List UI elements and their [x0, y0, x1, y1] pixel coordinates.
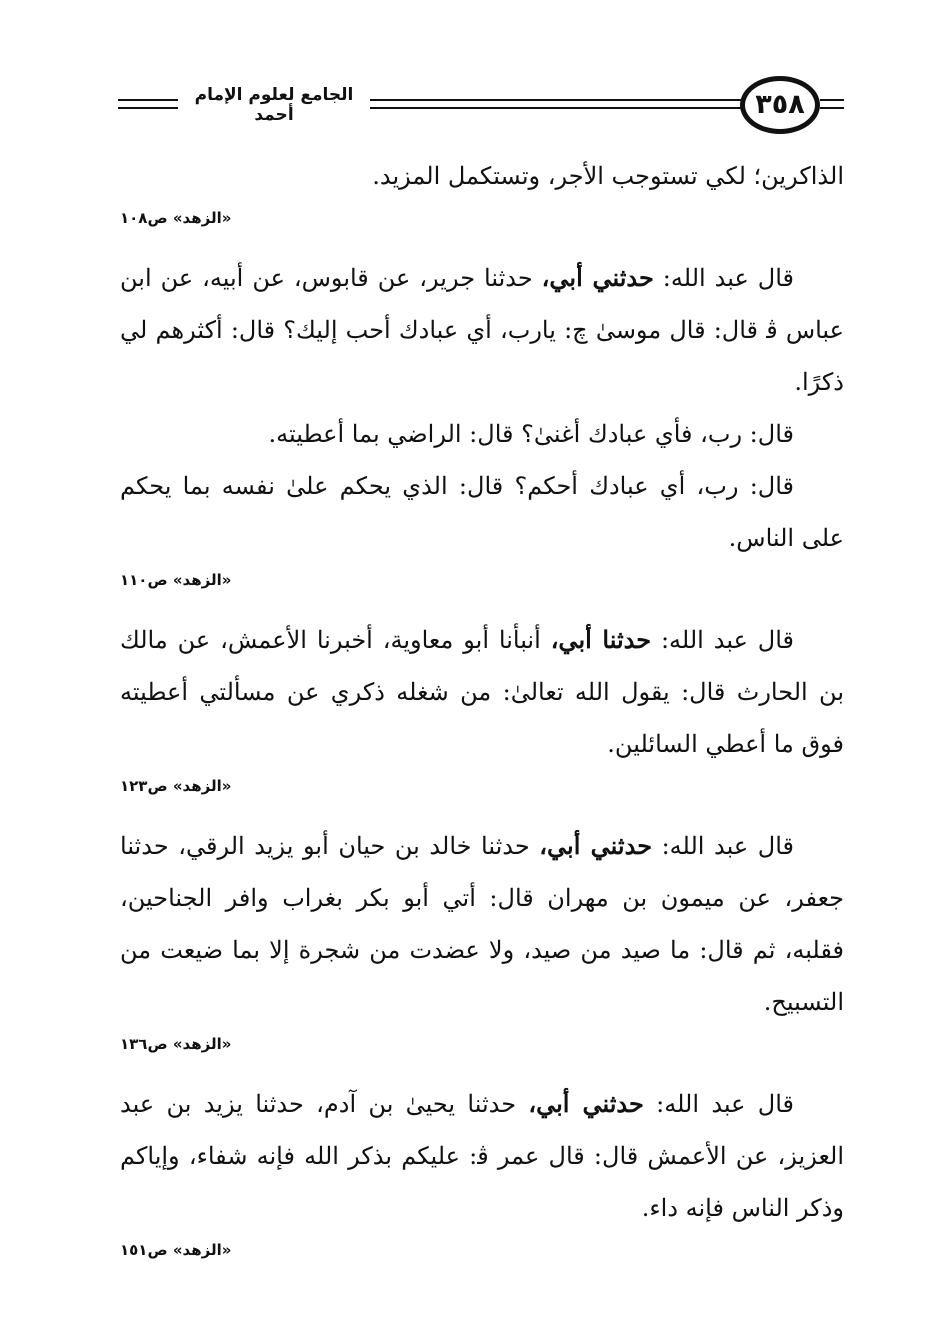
page-number: ٣٥٨: [740, 76, 820, 134]
paragraph-text: حدثنا خالد بن حيان أبو يزيد الرقي، حدثنا جعفر، عن ميمون بن مهران قال: أتي أبو بكر بغراب وافر الجناحين، فقلبه، ثم قال: ما صيد من صيد، ولا عضدت من شجرة إلا بما ضيعت من التسبيح.: [120, 832, 844, 1016]
block-spacer: [120, 590, 844, 614]
body-paragraph: [120, 408, 844, 460]
narrator-chain-emphasis: حدثني أبي،: [528, 1089, 644, 1118]
body-paragraph: [120, 150, 844, 202]
source-citation: «الزهد» ص١٠٨: [120, 209, 232, 227]
page-body: [120, 150, 844, 1260]
body-paragraph: [120, 252, 844, 408]
narrator-chain-emphasis: حدثني أبي،: [539, 831, 653, 860]
header-rule-middle: [370, 99, 742, 109]
paragraph-text: قال: رب، فأي عبادك أغنىٰ؟ قال: الراضي بما أعطيته.: [268, 420, 794, 448]
header-rule-right: [820, 99, 844, 109]
narrator-chain-emphasis: حدثنا أبي،: [550, 625, 652, 654]
body-paragraph: [120, 820, 844, 1028]
running-title: الجامع لعلوم الإمام أحمد: [194, 85, 354, 125]
source-citation: «الزهد» ص١٢٣: [120, 777, 232, 795]
block-spacer: [120, 228, 844, 252]
paragraph-text: الذاكرين؛ لكي تستوجب الأجر، وتستكمل المزيد.: [372, 162, 844, 190]
body-paragraph: [120, 614, 844, 770]
paragraph-text: قال عبد الله:: [652, 832, 794, 860]
header-rule-left: [118, 99, 178, 109]
paragraph-text: قال عبد الله:: [643, 1090, 794, 1118]
narration-block: [120, 150, 844, 252]
paragraph-text: حدثنا يحيىٰ بن آدم، حدثنا يزيد بن عبد العزيز، عن الأعمش قال: قال عمر ﭬ: عليكم بذكر الله فإنه شفاء، وإياكم وذكر الناس فإنه داء.: [120, 1090, 844, 1222]
paragraph-text: قال عبد الله:: [653, 264, 794, 292]
source-citation: «الزهد» ص١٥١: [120, 1241, 232, 1259]
source-citation: «الزهد» ص١١٠: [120, 571, 232, 589]
narration-block: [120, 614, 844, 820]
narration-block: [120, 1078, 844, 1260]
paragraph-text: أنبأنا أبو معاوية، أخبرنا الأعمش، عن مالك بن الحارث قال: يقول الله تعالىٰ: من شغله ذكري عن مسألتي أعطيته فوق ما أعطي السائلين.: [120, 626, 844, 758]
block-spacer: [120, 1054, 844, 1078]
source-citation: «الزهد» ص١٣٦: [120, 1035, 232, 1053]
narration-block: [120, 252, 844, 614]
page-header: [118, 70, 844, 140]
paragraph-text: حدثنا جرير، عن قابوس، عن أبيه، عن ابن عباس ﭬ قال: قال موسىٰ ﭺ: يارب، أي عبادك أحب إليك؟ قال: أكثرهم لي ذكرًا.: [120, 264, 844, 396]
narrator-chain-emphasis: حدثني أبي،: [541, 263, 654, 292]
narration-block: [120, 820, 844, 1078]
paragraph-text: قال عبد الله:: [651, 626, 795, 654]
body-paragraph: [120, 460, 844, 564]
block-spacer: [120, 796, 844, 820]
paragraph-text: قال: رب، أي عبادك أحكم؟ قال: الذي يحكم علىٰ نفسه بما يحكم على الناس.: [120, 472, 844, 552]
body-paragraph: [120, 1078, 844, 1234]
